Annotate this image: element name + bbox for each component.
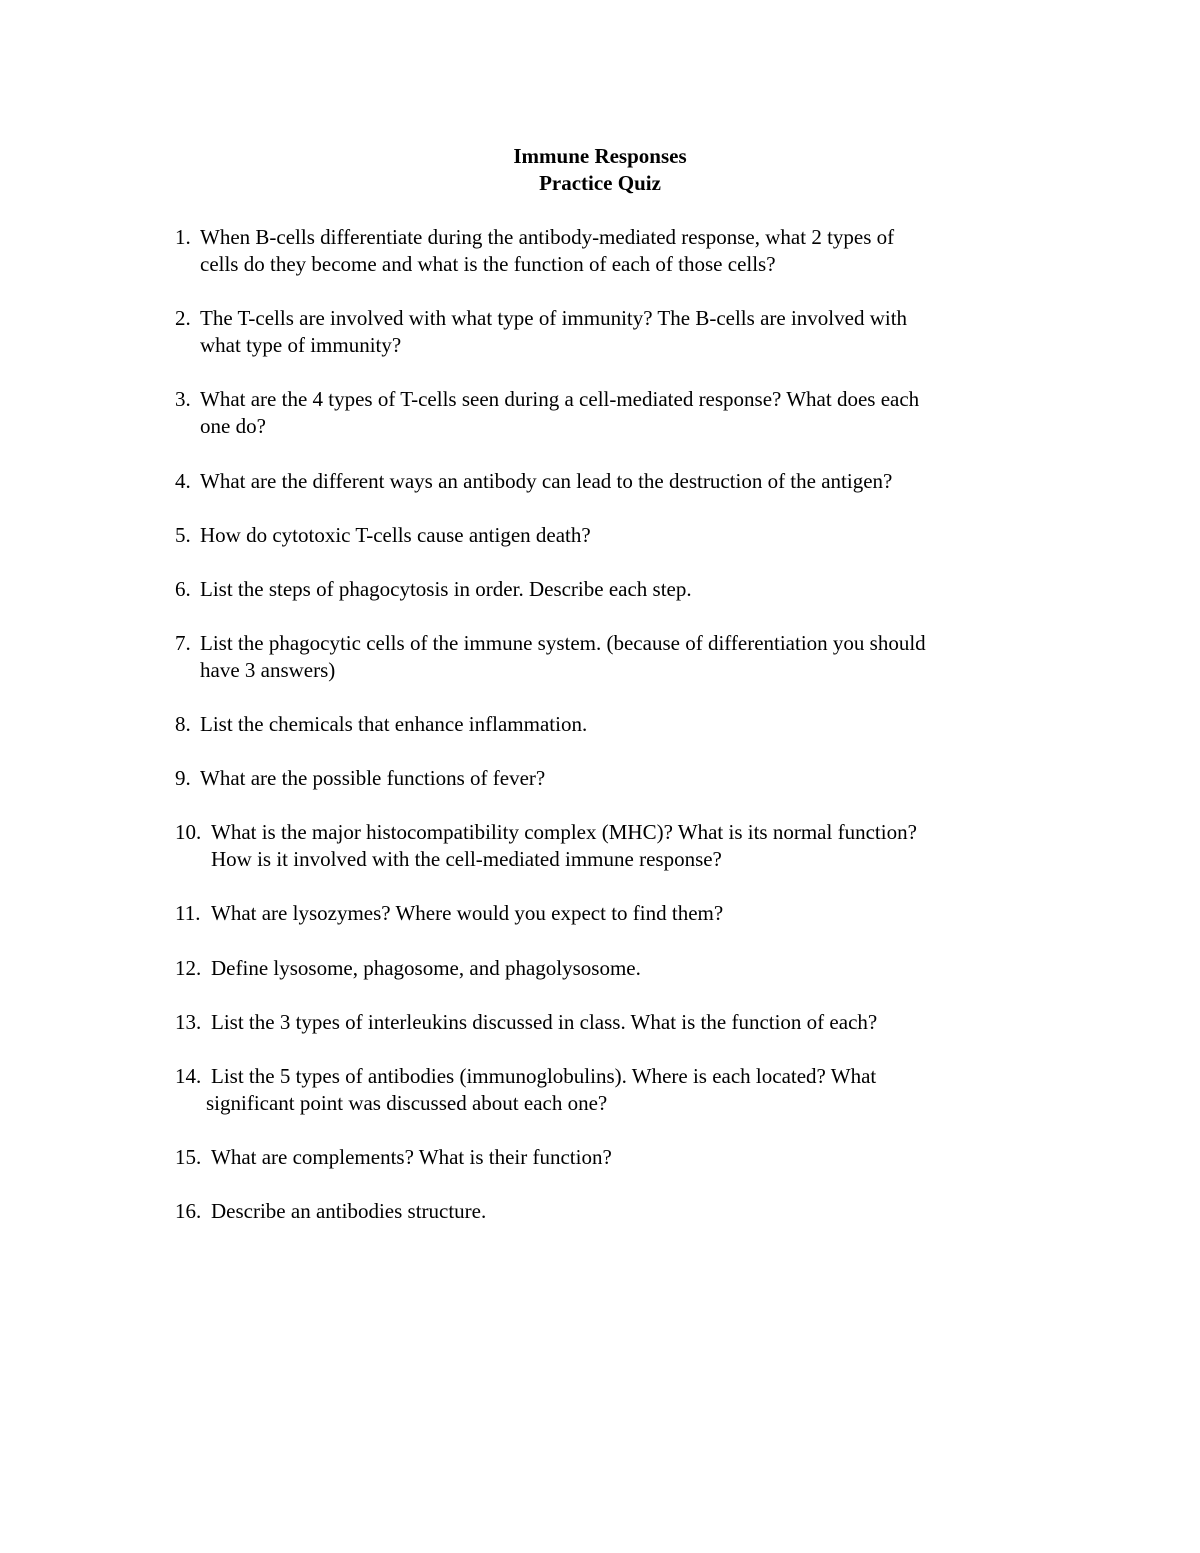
- question-text-line: What are the possible functions of fever?: [200, 766, 546, 790]
- question-text-line: Define lysosome, phagosome, and phagolysosome.: [211, 956, 641, 980]
- question-text-line: Describe an antibodies structure.: [211, 1199, 487, 1223]
- question-text-line: significant point was discussed about each one?: [206, 1091, 608, 1115]
- question-text-line: have 3 answers): [200, 658, 336, 682]
- question-text-line: What are the different ways an antibody can lead to the destruction of the antigen?: [200, 469, 893, 493]
- question-text-line: The T-cells are involved with what type of immunity? The B-cells are involved with: [200, 306, 908, 330]
- question-text-line: List the 5 types of antibodies (immunoglobulins). Where is each located? What: [211, 1064, 877, 1088]
- question-text-line: List the steps of phagocytosis in order. Describe each step.: [200, 577, 692, 601]
- question-number: 9.: [175, 766, 191, 790]
- question-number: 8.: [175, 712, 191, 736]
- question-text-line: List the 3 types of interleukins discussed in class. What is the function of each?: [211, 1010, 878, 1034]
- question-number: 6.: [175, 577, 191, 601]
- question-text-line: one do?: [200, 414, 266, 438]
- question-text-line: What is the major histocompatibility complex (MHC)? What is its normal function?: [211, 820, 917, 844]
- question-number: 15.: [175, 1145, 202, 1169]
- question-number: 11.: [175, 901, 201, 925]
- question-number: 7.: [175, 631, 191, 655]
- question-text-line: How do cytotoxic T-cells cause antigen death?: [200, 523, 591, 547]
- question-text-line: what type of immunity?: [200, 333, 402, 357]
- question-number: 12.: [175, 956, 202, 980]
- question-text-line: cells do they become and what is the function of each of those cells?: [200, 252, 776, 276]
- question-text-line: What are the 4 types of T-cells seen during a cell-mediated response? What does each: [200, 387, 920, 411]
- question-number: 2.: [175, 306, 191, 330]
- question-text-line: List the chemicals that enhance inflammation.: [200, 712, 588, 736]
- document-title: Immune Responses: [513, 144, 687, 168]
- question-text-line: What are complements? What is their function?: [211, 1145, 612, 1169]
- question-number: 3.: [175, 387, 191, 411]
- question-text-line: List the phagocytic cells of the immune system. (because of differentiation you should: [200, 631, 926, 655]
- question-number: 14.: [175, 1064, 202, 1088]
- document-subtitle: Practice Quiz: [539, 171, 661, 195]
- question-text-line: When B-cells differentiate during the antibody-mediated response, what 2 types of: [200, 225, 895, 249]
- question-number: 1.: [175, 225, 191, 249]
- question-text-line: What are lysozymes? Where would you expect to find them?: [211, 901, 724, 925]
- question-number: 4.: [175, 469, 191, 493]
- question-number: 10.: [175, 820, 202, 844]
- question-number: 16.: [175, 1199, 202, 1223]
- question-text-line: How is it involved with the cell-mediated immune response?: [211, 847, 722, 871]
- question-number: 5.: [175, 523, 191, 547]
- question-number: 13.: [175, 1010, 202, 1034]
